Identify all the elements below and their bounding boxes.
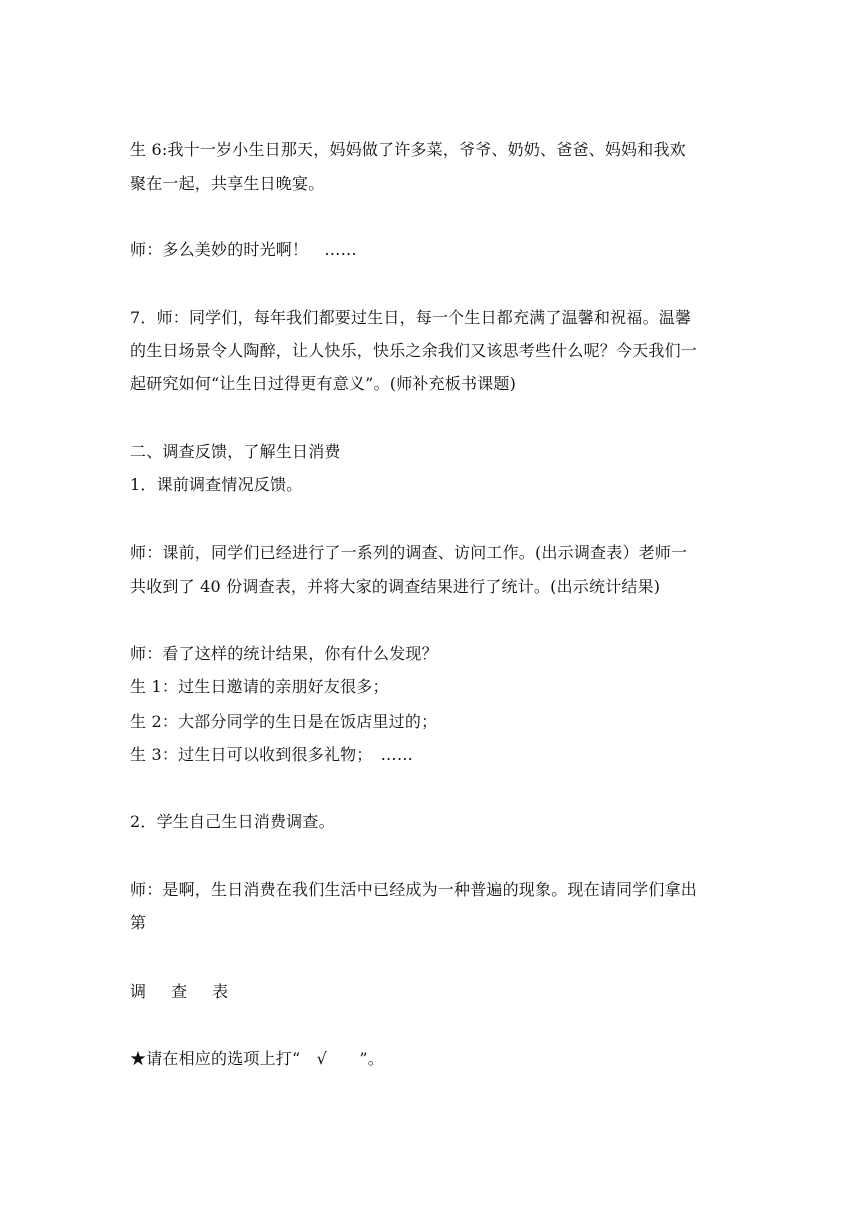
instruction-line: ★请在相应的选项上打“ √ ”。 <box>130 1049 384 1068</box>
subsection-heading: 2．学生自己生日消费调查。 <box>130 812 335 831</box>
text-line: 共收到了 40 份调查表，并将大家的调查结果进行了统计。(出示统计结果) <box>130 577 661 596</box>
text-line: 聚在一起，共享生日晚宴。 <box>130 174 325 193</box>
section-heading: 二、调查反馈，了解生日消费 <box>130 442 341 461</box>
text-line: 生 6:我十一岁小生日那天，妈妈做了许多菜，爷爷、奶奶、爸爸、妈妈和我欢 <box>130 140 686 159</box>
survey-title: 调 查 表 <box>130 982 239 1001</box>
text-line: 生 1：过生日邀请的亲朋好友很多； <box>130 677 389 696</box>
text-line: 生 3：过生日可以收到很多礼物； …… <box>130 745 414 764</box>
text-line: 生 2：大部分同学的生日是在饭店里过的； <box>130 712 438 731</box>
text-line: 第 <box>130 913 147 932</box>
text-line: 师：是啊，生日消费在我们生活中已经成为一种普遍的现象。现在请同学们拿出 <box>130 880 698 899</box>
text-line: 师：课前，同学们已经进行了一系列的调查、访问工作。(出示调查表）老师一 <box>130 543 688 562</box>
text-line: 起研究如何“让生日过得更有意义”。(师补充板书课题) <box>130 374 517 393</box>
subsection-heading: 1．课前调查情况反馈。 <box>130 475 303 494</box>
text-line: 7．师：同学们，每年我们都要过生日，每一个生日都充满了温馨和祝福。温馨 <box>130 308 692 327</box>
text-line: 师：看了这样的统计结果，你有什么发现？ <box>130 644 438 663</box>
text-line: 的生日场景令人陶醉，让人快乐，快乐之余我们又该思考些什么呢？今天我们一 <box>130 341 698 360</box>
text-line: 师：多么美妙的时光啊！ …… <box>130 240 357 259</box>
